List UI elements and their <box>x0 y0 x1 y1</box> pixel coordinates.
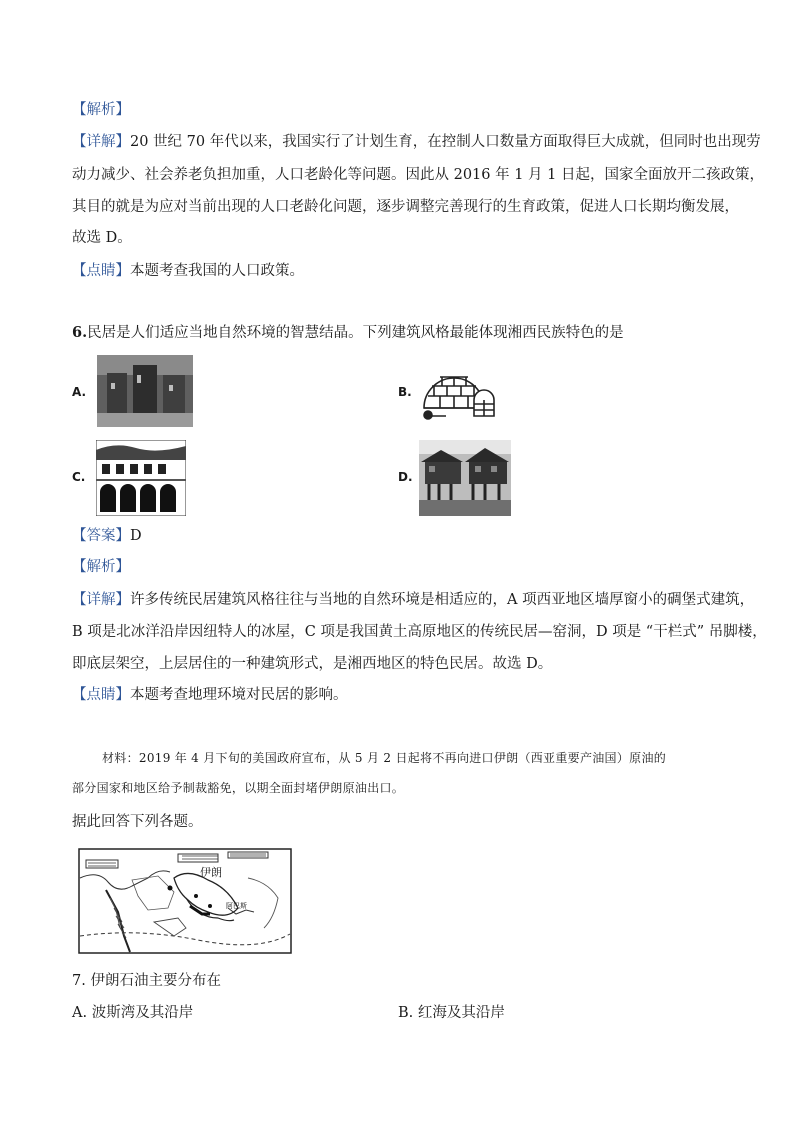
q6-option-a-image <box>97 355 193 431</box>
q6-question: 6.民居是人们适应当地自然环境的智慧结晶。下列建筑风格最能体现湘西民族特色的是 <box>72 324 624 341</box>
iran-map <box>78 848 292 958</box>
q6-analysis-heading: 【解析】 <box>72 559 130 575</box>
q7-option-b-text: 红海及其沿岸 <box>417 1005 505 1021</box>
q5-detail-line-1: 【详解】20 世纪 70 年代以来，我国实行了计划生育，在控制人口数量方面取得巨大成就，但同时也出现劳 <box>72 134 761 150</box>
q6-comment: 【点睛】本题考查地理环境对民居的影响。 <box>72 687 348 703</box>
q6-detail-line-1: 【详解】许多传统民居建筑风格往往与当地的自然环境是相适应的，A 项西亚地区墙厚窗小的碉堡式建筑， <box>72 592 755 608</box>
map-label-abbas: 阿巴斯 <box>226 902 247 910</box>
q5-analysis-heading: 【解析】 <box>72 102 130 118</box>
q6-answer <box>72 526 142 546</box>
q6-option-b-label: B. <box>398 385 412 399</box>
q5-detail-tag: 【详解】 <box>72 134 130 150</box>
q7-option-a-text: 波斯湾及其沿岸 <box>91 1005 194 1021</box>
q6-answer-value: D <box>130 528 142 544</box>
material-line-2: 部分国家和地区给予制裁豁免，以期全面封堵伊朗原油出口。 <box>72 781 405 795</box>
q6-option-c-label: C. <box>72 470 86 484</box>
q5-detail-line-3: 其目的就是为应对当前出现的人口老龄化问题，逐步调整完善现行的生育政策，促进人口长期均衡发展， <box>72 199 739 215</box>
q7-option-a[interactable] <box>72 1003 193 1023</box>
q7-option-b[interactable] <box>398 1003 505 1023</box>
q6-answer-tag: 【答案】 <box>72 528 130 544</box>
q7-question: 7. 伊朗石油主要分布在 <box>72 973 221 989</box>
q6-option-a-label: A. <box>72 385 87 399</box>
q5-comment: 【点睛】本题考查我国的人口政策。 <box>72 263 304 279</box>
q6-option-d-image <box>419 440 511 520</box>
q6-detail-line-2: B 项是北冰洋沿岸因纽特人的冰屋，C 项是我国黄土高原地区的传统民居—窑洞，D 项是 “干栏式” 吊脚楼， <box>72 624 767 640</box>
q5-detail-line-2: 动力减少、社会养老负担加重，人口老龄化等问题。因此从 2016 年 1 月 1 日起，国家全面放开二孩政策， <box>72 167 765 183</box>
q6-option-c-image <box>96 440 186 520</box>
material-instruction: 据此回答下列各题。 <box>72 814 203 830</box>
q5-comment-tag: 【点睛】 <box>72 263 130 279</box>
q7-option-b-label: B. <box>398 1005 414 1021</box>
q6-comment-tag: 【点睛】 <box>72 687 130 703</box>
q6-option-b-image <box>420 354 496 430</box>
q5-detail-line-4: 故选 D。 <box>72 230 132 246</box>
map-label-iran: 伊朗 <box>200 866 222 879</box>
material-line-1: 材料：2019 年 4 月下旬的美国政府宣布，从 5 月 2 日起将不再向进口伊朗（西亚重要产油国）原油的 <box>102 751 667 765</box>
q7-option-a-label: A. <box>72 1005 88 1021</box>
q6-detail-line-3: 即底层架空，上层居住的一种建筑形式，是湘西地区的特色民居。故选 D。 <box>72 656 553 672</box>
q6-option-d-label: D. <box>398 470 413 484</box>
q6-detail-tag: 【详解】 <box>72 592 130 608</box>
